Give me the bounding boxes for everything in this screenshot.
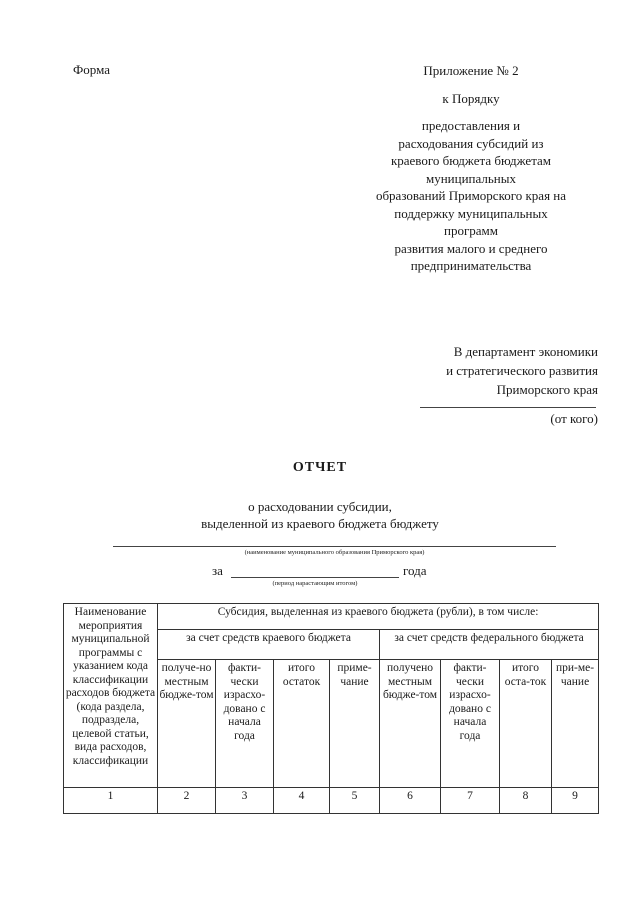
period-field-line[interactable] xyxy=(231,577,399,578)
column-number: 8 xyxy=(500,788,552,814)
column-number: 2 xyxy=(158,788,216,814)
order-title-line: краевого бюджета бюджетам xyxy=(390,153,552,168)
regional-spent-header: факти-чески израсхо-довано с начала года xyxy=(216,660,274,788)
column-number: 6 xyxy=(380,788,441,814)
federal-budget-header: за счет средств федерального бюджета xyxy=(380,630,599,660)
order-title-line: поддержку муниципальных xyxy=(394,205,548,221)
order-reference: к Порядку xyxy=(442,90,500,106)
subsidy-header: Субсидия, выделенная из краевого бюджета (рубли), в том числе: xyxy=(158,604,599,630)
federal-received-header: получено местным бюдже-том xyxy=(380,660,441,788)
column-number: 5 xyxy=(330,788,380,814)
order-title-line: развития малого и среднего xyxy=(394,240,548,256)
appendix-block xyxy=(340,62,602,275)
column-number: 3 xyxy=(216,788,274,814)
regional-budget-header: за счет средств краевого бюджета xyxy=(158,630,380,660)
order-title-line: предоставления и xyxy=(421,118,521,133)
recipient-line: и стратегического развития xyxy=(446,363,598,378)
regional-note-header: приме-чание xyxy=(330,660,380,788)
federal-spent-header: факти-чески израсхо-довано с начала года xyxy=(441,660,500,788)
report-title: ОТЧЕТ xyxy=(292,460,348,475)
form-label: Форма xyxy=(73,62,110,77)
regional-balance-header: итого остаток xyxy=(274,660,330,788)
period-year-label: года xyxy=(403,563,427,578)
report-table xyxy=(63,603,599,814)
order-title-line: предпринимательства xyxy=(410,258,532,273)
recipient-line: Приморского края xyxy=(496,382,598,397)
activity-name-header: Наименование мероприятия муниципальной программы с указанием кода классификации расходов бюджета (кода раздела, подраздела, целевой статьи, вида расходов, классификации xyxy=(64,604,158,788)
report-subtitle xyxy=(0,498,640,532)
column-number: 4 xyxy=(274,788,330,814)
order-title-line: образований Приморского края на xyxy=(375,188,567,203)
municipality-note: (наименование муниципального образования Приморского края) xyxy=(244,549,425,556)
order-title-line: программ xyxy=(443,223,498,238)
sender-label: (от кого) xyxy=(550,411,598,426)
period-for-label: за xyxy=(212,563,223,578)
subtitle-line: выделенной из краевого бюджета бюджету xyxy=(201,516,439,531)
municipality-field-line[interactable] xyxy=(113,546,556,547)
subtitle-line: о расходовании субсидии, xyxy=(248,499,392,514)
period-note: (период нарастающим итогом) xyxy=(272,580,358,587)
sender-field-line[interactable] xyxy=(420,407,596,408)
federal-note-header: при-ме-чание xyxy=(552,660,599,788)
column-number: 7 xyxy=(441,788,500,814)
order-title-line: муниципальных xyxy=(425,170,516,186)
recipient-block xyxy=(446,342,598,399)
column-number: 9 xyxy=(552,788,599,814)
recipient-line: В департамент экономики xyxy=(453,344,598,359)
order-title-line: расходования субсидий из xyxy=(398,135,544,151)
column-number: 1 xyxy=(64,788,158,814)
federal-balance-header: итого оста-ток xyxy=(500,660,552,788)
appendix-title: Приложение № 2 xyxy=(423,63,519,78)
regional-received-header: получе-но местным бюдже-том xyxy=(158,660,216,788)
